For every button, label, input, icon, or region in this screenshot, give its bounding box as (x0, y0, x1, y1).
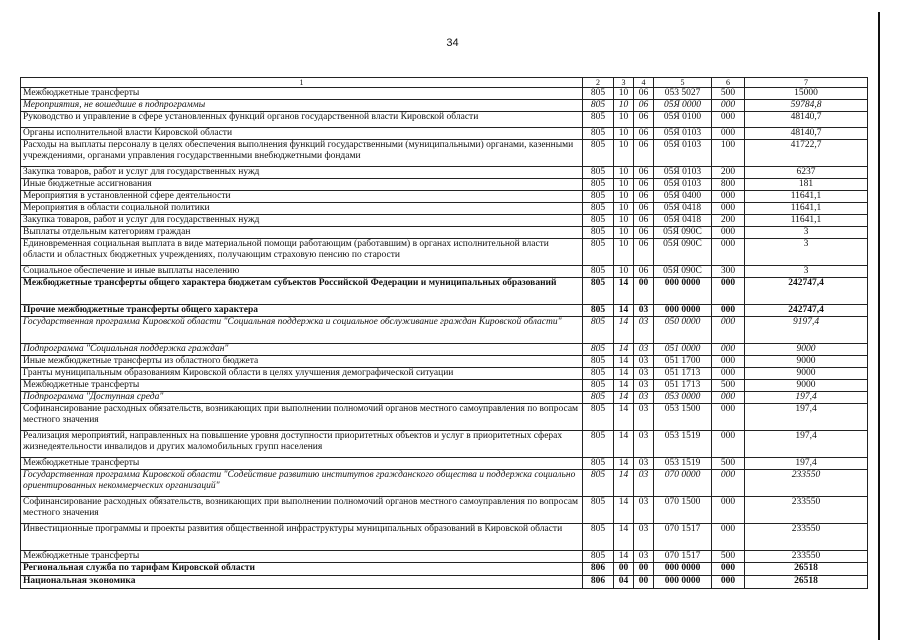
row-target-article-cell: 05Я 0103 (654, 167, 712, 179)
row-amount-cell: 3 (745, 266, 868, 278)
row-target-article-cell: 053 0000 (654, 392, 712, 404)
row-expense-type-cell: 300 (712, 266, 745, 278)
row-target-article-cell: 051 0000 (654, 344, 712, 356)
row-amount-cell: 9000 (745, 344, 868, 356)
row-amount-cell: 41722,7 (745, 140, 868, 167)
row-admin-code-cell: 805 (583, 524, 614, 551)
row-target-article-cell: 070 0000 (654, 470, 712, 497)
row-section-cell: 10 (614, 266, 634, 278)
table-row (21, 227, 868, 239)
row-subsection-cell: 03 (634, 470, 654, 497)
row-expense-type-cell: 500 (712, 458, 745, 470)
row-name-cell: Инвестиционные программы и проекты развития общественной инфраструктуры муниципальных образований в Кировской области (21, 524, 583, 551)
table-row (21, 179, 868, 191)
row-target-article-cell: 05Я 0000 (654, 100, 712, 112)
row-amount-cell: 9000 (745, 356, 868, 368)
row-amount-cell: 48140,7 (745, 112, 868, 128)
row-expense-type-cell: 000 (712, 128, 745, 140)
row-name-cell: Софинансирование расходных обязательств, возникающих при выполнении полномочий органов местного самоуправления по вопросам местного значения (21, 404, 583, 431)
row-amount-cell: 26518 (745, 563, 868, 576)
row-name-cell: Мероприятия в области социальной политики (21, 203, 583, 215)
row-expense-type-cell: 000 (712, 227, 745, 239)
row-name-cell: Мероприятия в установленной сфере деятельности (21, 191, 583, 203)
row-amount-cell: 48140,7 (745, 128, 868, 140)
row-section-cell: 14 (614, 278, 634, 305)
row-expense-type-cell: 000 (712, 497, 745, 524)
row-target-article-cell: 051 1713 (654, 368, 712, 380)
row-section-cell: 14 (614, 524, 634, 551)
row-name-cell: Гранты муниципальным образованиям Кировской области в целях улучшения демографической ситуации (21, 368, 583, 380)
row-name-cell: Софинансирование расходных обязательств, возникающих при выполнении полномочий органов местного самоуправления по вопросам местного значения (21, 497, 583, 524)
row-section-cell: 14 (614, 317, 634, 344)
table-row (21, 563, 868, 576)
row-amount-cell: 26518 (745, 576, 868, 589)
row-subsection-cell: 06 (634, 112, 654, 128)
row-section-cell: 10 (614, 215, 634, 227)
table-row (21, 431, 868, 458)
row-expense-type-cell: 000 (712, 317, 745, 344)
table-row (21, 239, 868, 266)
row-amount-cell: 181 (745, 179, 868, 191)
table-row (21, 317, 868, 344)
row-amount-cell: 197,4 (745, 431, 868, 458)
row-admin-code-cell: 805 (583, 368, 614, 380)
row-name-cell: Межбюджетные трансферты (21, 551, 583, 563)
row-amount-cell: 233550 (745, 551, 868, 563)
table-row (21, 278, 868, 305)
row-target-article-cell: 05Я 0103 (654, 179, 712, 191)
header-cell: 3 (614, 78, 634, 88)
table-row (21, 392, 868, 404)
row-admin-code-cell: 805 (583, 88, 614, 100)
row-target-article-cell: 05Я 0103 (654, 128, 712, 140)
row-target-article-cell: 051 1700 (654, 356, 712, 368)
row-target-article-cell: 000 0000 (654, 563, 712, 576)
row-expense-type-cell: 000 (712, 392, 745, 404)
row-expense-type-cell: 000 (712, 100, 745, 112)
row-name-cell: Государственная программа Кировской области "Содействие развитию институтов гражданского общества и поддержка социально ориентированных некоммерческих организаций" (21, 470, 583, 497)
row-amount-cell: 197,4 (745, 404, 868, 431)
row-amount-cell: 59784,8 (745, 100, 868, 112)
row-subsection-cell: 03 (634, 497, 654, 524)
row-section-cell: 00 (614, 563, 634, 576)
row-expense-type-cell: 000 (712, 368, 745, 380)
row-subsection-cell: 03 (634, 524, 654, 551)
row-target-article-cell: 000 0000 (654, 305, 712, 317)
row-section-cell: 10 (614, 112, 634, 128)
row-admin-code-cell: 805 (583, 356, 614, 368)
row-target-article-cell: 05Я 0418 (654, 203, 712, 215)
row-amount-cell: 233550 (745, 470, 868, 497)
row-subsection-cell: 03 (634, 380, 654, 392)
row-subsection-cell: 03 (634, 368, 654, 380)
table-row (21, 88, 868, 100)
row-admin-code-cell: 805 (583, 112, 614, 128)
row-expense-type-cell: 000 (712, 239, 745, 266)
row-section-cell: 10 (614, 128, 634, 140)
row-admin-code-cell: 805 (583, 100, 614, 112)
row-subsection-cell: 03 (634, 305, 654, 317)
row-name-cell: Подпрограмма "Социальная поддержка граждан" (21, 344, 583, 356)
row-subsection-cell: 00 (634, 576, 654, 589)
table-row (21, 458, 868, 470)
row-subsection-cell: 06 (634, 100, 654, 112)
row-expense-type-cell: 500 (712, 88, 745, 100)
table-row (21, 140, 868, 167)
row-name-cell: Реализация мероприятий, направленных на повышение уровня доступности приоритетных объектов и услуг в приоритетных сферах жизнедеятельности инвалидов и других маломобильных групп населения (21, 431, 583, 458)
header-cell: 2 (583, 78, 614, 88)
row-section-cell: 10 (614, 167, 634, 179)
row-section-cell: 14 (614, 470, 634, 497)
row-admin-code-cell: 805 (583, 179, 614, 191)
table-header-row (21, 78, 868, 88)
row-subsection-cell: 00 (634, 278, 654, 305)
row-name-cell: Единовременная социальная выплата в виде материальной помощи работающим (работавшим) в органах исполнительной власти области и областных бюджетных учреждениях, получающим страховую пенсию по старости (21, 239, 583, 266)
row-section-cell: 14 (614, 305, 634, 317)
table-row (21, 344, 868, 356)
row-subsection-cell: 06 (634, 128, 654, 140)
row-subsection-cell: 06 (634, 140, 654, 167)
row-expense-type-cell: 000 (712, 191, 745, 203)
row-section-cell: 10 (614, 227, 634, 239)
row-section-cell: 10 (614, 203, 634, 215)
header-cell: 1 (21, 78, 583, 88)
row-subsection-cell: 06 (634, 88, 654, 100)
row-section-cell: 14 (614, 392, 634, 404)
row-name-cell: Национальная экономика (21, 576, 583, 589)
row-admin-code-cell: 805 (583, 404, 614, 431)
table-row (21, 368, 868, 380)
table-row (21, 404, 868, 431)
row-name-cell: Закупка товаров, работ и услуг для государственных нужд (21, 167, 583, 179)
row-section-cell: 14 (614, 431, 634, 458)
row-amount-cell: 15000 (745, 88, 868, 100)
row-admin-code-cell: 805 (583, 140, 614, 167)
row-admin-code-cell: 806 (583, 563, 614, 576)
row-target-article-cell: 051 1713 (654, 380, 712, 392)
row-target-article-cell: 053 5027 (654, 88, 712, 100)
row-amount-cell: 9197,4 (745, 317, 868, 344)
row-admin-code-cell: 805 (583, 167, 614, 179)
table-row (21, 470, 868, 497)
table-row (21, 215, 868, 227)
page-edge-line (878, 12, 880, 640)
row-expense-type-cell: 200 (712, 167, 745, 179)
row-subsection-cell: 03 (634, 458, 654, 470)
table-row (21, 551, 868, 563)
row-name-cell: Государственная программа Кировской области "Социальная поддержка и социальное обслуживание граждан Кировской области" (21, 317, 583, 344)
table-row (21, 128, 868, 140)
row-amount-cell: 11641,1 (745, 203, 868, 215)
row-admin-code-cell: 805 (583, 380, 614, 392)
header-cell: 7 (745, 78, 868, 88)
row-expense-type-cell: 100 (712, 140, 745, 167)
table-row (21, 524, 868, 551)
table-row (21, 497, 868, 524)
row-admin-code-cell: 805 (583, 392, 614, 404)
row-amount-cell: 3 (745, 239, 868, 266)
row-target-article-cell: 05Я 0418 (654, 215, 712, 227)
row-subsection-cell: 03 (634, 404, 654, 431)
row-subsection-cell: 03 (634, 317, 654, 344)
row-admin-code-cell: 805 (583, 215, 614, 227)
row-expense-type-cell: 000 (712, 356, 745, 368)
row-admin-code-cell: 805 (583, 317, 614, 344)
row-admin-code-cell: 806 (583, 576, 614, 589)
row-expense-type-cell: 000 (712, 344, 745, 356)
row-target-article-cell: 053 1519 (654, 431, 712, 458)
row-amount-cell: 3 (745, 227, 868, 239)
row-target-article-cell: 05Я 0400 (654, 191, 712, 203)
row-target-article-cell: 053 1519 (654, 458, 712, 470)
row-name-cell: Прочие межбюджетные трансферты общего характера (21, 305, 583, 317)
table-row (21, 576, 868, 589)
row-subsection-cell: 03 (634, 356, 654, 368)
row-expense-type-cell: 200 (712, 215, 745, 227)
row-admin-code-cell: 805 (583, 227, 614, 239)
row-expense-type-cell: 000 (712, 524, 745, 551)
table-row (21, 191, 868, 203)
row-subsection-cell: 06 (634, 239, 654, 266)
table-row (21, 112, 868, 128)
row-target-article-cell: 000 0000 (654, 278, 712, 305)
row-amount-cell: 11641,1 (745, 215, 868, 227)
row-amount-cell: 197,4 (745, 392, 868, 404)
row-name-cell: Подпрограмма "Доступная среда" (21, 392, 583, 404)
page-number: 34 (446, 37, 459, 49)
row-expense-type-cell: 000 (712, 576, 745, 589)
header-cell: 4 (634, 78, 654, 88)
row-amount-cell: 6237 (745, 167, 868, 179)
row-section-cell: 10 (614, 179, 634, 191)
row-section-cell: 14 (614, 551, 634, 563)
row-target-article-cell: 05Я 090С (654, 239, 712, 266)
row-admin-code-cell: 805 (583, 239, 614, 266)
row-amount-cell: 9000 (745, 380, 868, 392)
row-amount-cell: 11641,1 (745, 191, 868, 203)
row-subsection-cell: 06 (634, 266, 654, 278)
row-expense-type-cell: 000 (712, 404, 745, 431)
row-admin-code-cell: 805 (583, 305, 614, 317)
row-name-cell: Мероприятия, не вошедшие в подпрограммы (21, 100, 583, 112)
row-target-article-cell: 000 0000 (654, 576, 712, 589)
table-row (21, 266, 868, 278)
row-subsection-cell: 00 (634, 563, 654, 576)
row-amount-cell: 233550 (745, 524, 868, 551)
row-target-article-cell: 053 1500 (654, 404, 712, 431)
row-section-cell: 10 (614, 88, 634, 100)
row-name-cell: Иные бюджетные ассигнования (21, 179, 583, 191)
row-subsection-cell: 03 (634, 551, 654, 563)
row-target-article-cell: 05Я 0103 (654, 140, 712, 167)
row-name-cell: Органы исполнительной власти Кировской области (21, 128, 583, 140)
row-expense-type-cell: 000 (712, 112, 745, 128)
row-expense-type-cell: 000 (712, 563, 745, 576)
row-section-cell: 14 (614, 404, 634, 431)
row-expense-type-cell: 000 (712, 431, 745, 458)
row-name-cell: Выплаты отдельным категориям граждан (21, 227, 583, 239)
row-expense-type-cell: 000 (712, 278, 745, 305)
table-row (21, 203, 868, 215)
row-subsection-cell: 06 (634, 227, 654, 239)
row-subsection-cell: 06 (634, 191, 654, 203)
row-subsection-cell: 03 (634, 344, 654, 356)
row-name-cell: Социальное обеспечение и иные выплаты населению (21, 266, 583, 278)
row-name-cell: Региональная служба по тарифам Кировской области (21, 563, 583, 576)
row-name-cell: Межбюджетные трансферты (21, 458, 583, 470)
header-cell: 6 (712, 78, 745, 88)
row-admin-code-cell: 805 (583, 266, 614, 278)
row-target-article-cell: 070 1517 (654, 551, 712, 563)
row-target-article-cell: 070 1500 (654, 497, 712, 524)
row-admin-code-cell: 805 (583, 551, 614, 563)
row-subsection-cell: 06 (634, 167, 654, 179)
row-name-cell: Межбюджетные трансферты (21, 88, 583, 100)
table-row (21, 167, 868, 179)
row-admin-code-cell: 805 (583, 458, 614, 470)
row-expense-type-cell: 500 (712, 380, 745, 392)
row-subsection-cell: 06 (634, 203, 654, 215)
row-name-cell: Межбюджетные трансферты общего характера бюджетам субъектов Российской Федерации и муниципальных образований (21, 278, 583, 305)
header-cell: 5 (654, 78, 712, 88)
row-section-cell: 04 (614, 576, 634, 589)
row-section-cell: 14 (614, 368, 634, 380)
table-row (21, 380, 868, 392)
row-section-cell: 10 (614, 239, 634, 266)
row-name-cell: Закупка товаров, работ и услуг для государственных нужд (21, 215, 583, 227)
row-admin-code-cell: 805 (583, 203, 614, 215)
row-target-article-cell: 070 1517 (654, 524, 712, 551)
row-amount-cell: 197,4 (745, 458, 868, 470)
row-amount-cell: 242747,4 (745, 278, 868, 305)
row-name-cell: Иные межбюджетные трансферты из областного бюджета (21, 356, 583, 368)
budget-table (20, 77, 868, 589)
row-admin-code-cell: 805 (583, 431, 614, 458)
row-admin-code-cell: 805 (583, 278, 614, 305)
row-section-cell: 10 (614, 140, 634, 167)
row-expense-type-cell: 000 (712, 470, 745, 497)
row-section-cell: 14 (614, 458, 634, 470)
row-name-cell: Межбюджетные трансферты (21, 380, 583, 392)
row-admin-code-cell: 805 (583, 344, 614, 356)
row-section-cell: 14 (614, 380, 634, 392)
row-expense-type-cell: 000 (712, 305, 745, 317)
row-expense-type-cell: 500 (712, 551, 745, 563)
row-section-cell: 10 (614, 191, 634, 203)
row-section-cell: 14 (614, 356, 634, 368)
row-target-article-cell: 050 0000 (654, 317, 712, 344)
table-row (21, 100, 868, 112)
row-subsection-cell: 03 (634, 431, 654, 458)
table-body (21, 88, 868, 589)
row-target-article-cell: 05Я 090С (654, 266, 712, 278)
row-expense-type-cell: 000 (712, 203, 745, 215)
row-name-cell: Руководство и управление в сфере установленных функций органов государственной власти Кировской области (21, 112, 583, 128)
row-subsection-cell: 06 (634, 215, 654, 227)
row-subsection-cell: 03 (634, 392, 654, 404)
row-section-cell: 14 (614, 497, 634, 524)
row-admin-code-cell: 805 (583, 497, 614, 524)
row-admin-code-cell: 805 (583, 128, 614, 140)
table-row (21, 356, 868, 368)
row-admin-code-cell: 805 (583, 191, 614, 203)
row-expense-type-cell: 800 (712, 179, 745, 191)
row-subsection-cell: 06 (634, 179, 654, 191)
row-section-cell: 10 (614, 100, 634, 112)
row-name-cell: Расходы на выплаты персоналу в целях обеспечения выполнения функций государственными (муниципальными) органами, казенными учреждениями, органами управления государственными внебюджетными фондами (21, 140, 583, 167)
row-admin-code-cell: 805 (583, 470, 614, 497)
row-amount-cell: 242747,4 (745, 305, 868, 317)
row-amount-cell: 9000 (745, 368, 868, 380)
row-target-article-cell: 05Я 0100 (654, 112, 712, 128)
row-section-cell: 14 (614, 344, 634, 356)
row-target-article-cell: 05Я 090С (654, 227, 712, 239)
row-amount-cell: 233550 (745, 497, 868, 524)
table-row (21, 305, 868, 317)
